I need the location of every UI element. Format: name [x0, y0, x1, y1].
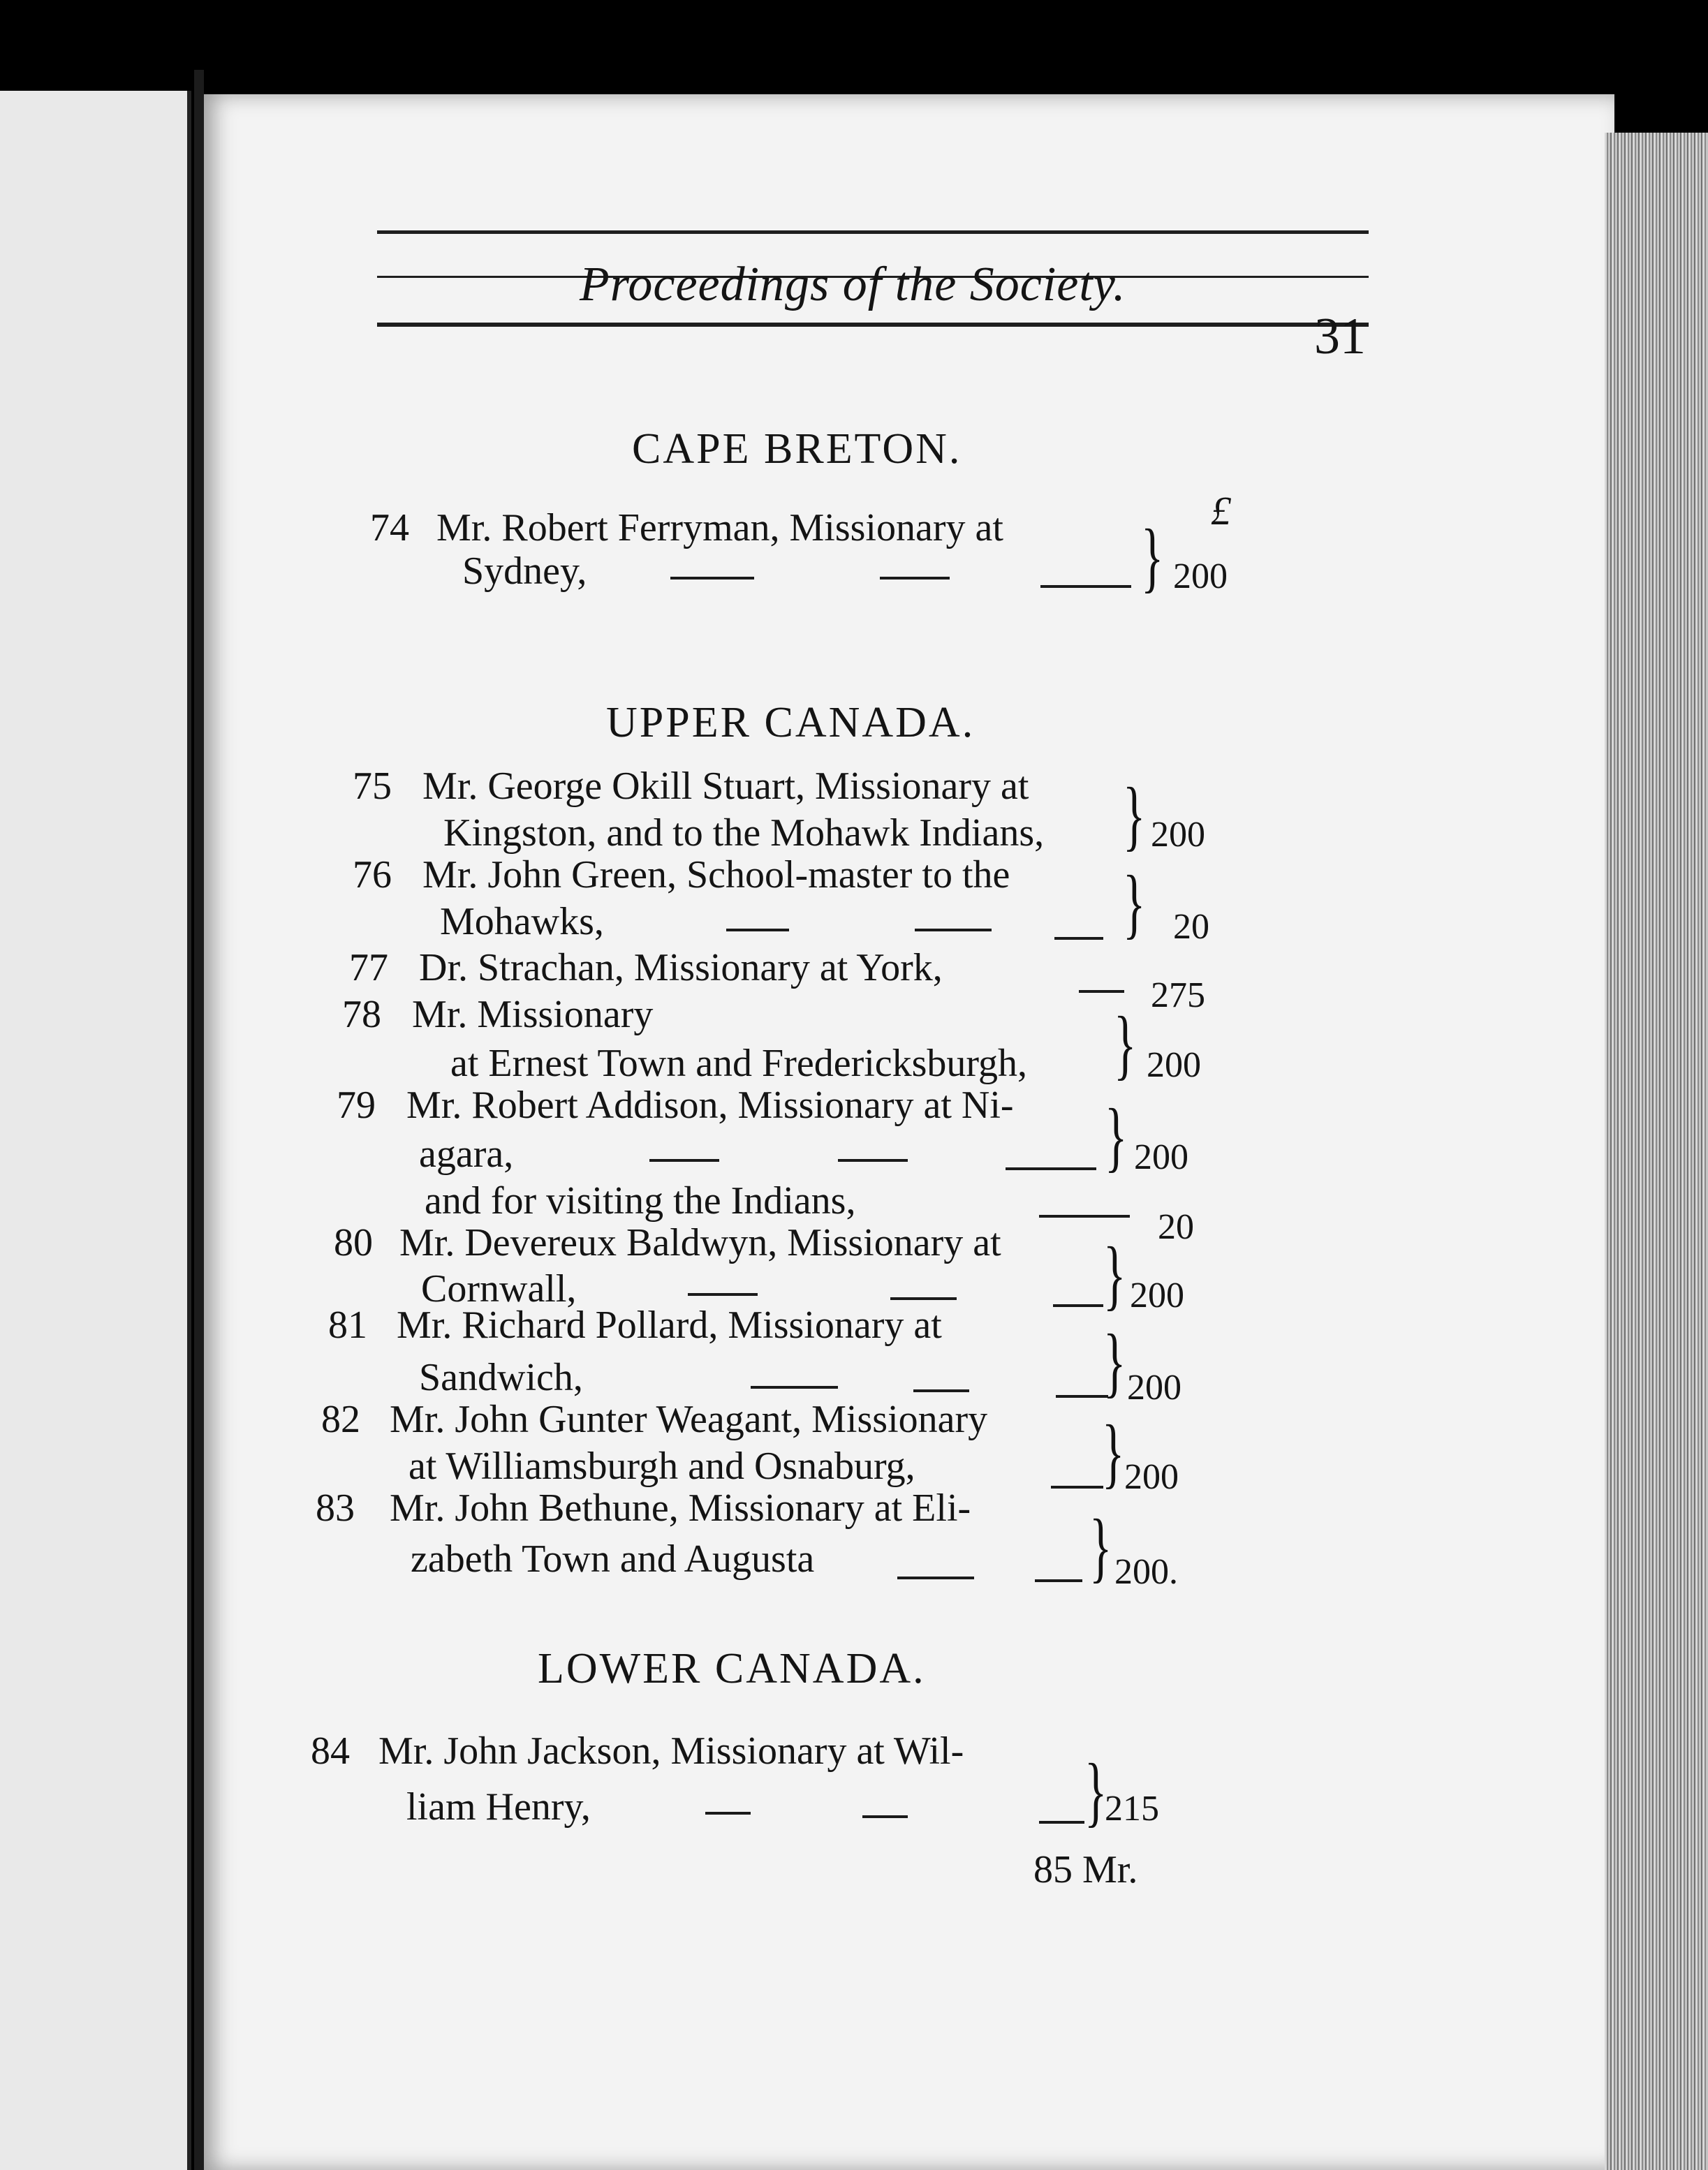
entry-line: Mr. George Okill Stuart, Missionary at: [422, 765, 1029, 808]
brace: }: [1084, 1748, 1107, 1835]
entry-amount: 200: [1151, 815, 1205, 855]
currency-symbol: £: [1211, 488, 1231, 533]
entry-number: 76: [353, 853, 392, 896]
entry-line: Mr. John Green, School-master to the: [422, 853, 1010, 896]
entry-line: Mr. Missionary: [412, 993, 654, 1036]
entry-line: Mr. John Bethune, Missionary at Eli-: [390, 1486, 971, 1530]
entry-line: Mr. Richard Pollard, Missionary at: [397, 1304, 942, 1347]
entry-number: 77: [349, 946, 388, 989]
page-number: 31: [1314, 308, 1366, 365]
leader-dash: [1056, 1395, 1108, 1398]
entry-amount: 200: [1173, 556, 1228, 596]
entry-line: Kingston, and to the Mohawk Indians,: [443, 811, 1045, 855]
entry-amount: 200.: [1114, 1552, 1178, 1592]
page-edges: [1605, 133, 1708, 2170]
entry-amount: 200: [1134, 1137, 1188, 1177]
leader-dash: [890, 1297, 957, 1300]
leader-dash: [726, 929, 789, 931]
leader-dash: [862, 1815, 908, 1818]
brace: }: [1141, 514, 1164, 600]
entry-number: 83: [316, 1486, 355, 1530]
entry-line: Mr. John Gunter Weagant, Missionary: [390, 1398, 988, 1441]
section-heading-upper-canada: UPPER CANADA.: [606, 699, 976, 746]
entry-amount: 200: [1127, 1368, 1181, 1408]
entry-amount: 200: [1124, 1457, 1179, 1497]
brace: }: [1114, 1001, 1137, 1088]
brace: }: [1103, 1319, 1126, 1405]
entry-line: at Williamsburgh and Osnaburg,: [408, 1445, 915, 1488]
entry-number: 80: [334, 1221, 373, 1264]
brace: }: [1102, 1410, 1125, 1496]
section-heading-cape-breton: CAPE BRETON.: [632, 425, 962, 473]
entry-line: Mr. Robert Ferryman, Missionary at: [436, 506, 1003, 549]
leader-dash: [915, 929, 992, 931]
brace: }: [1105, 1093, 1128, 1180]
leader-dash: [688, 1293, 758, 1296]
leader-dash: [913, 1389, 969, 1392]
leader-dash: [1051, 1486, 1103, 1489]
facing-page: [0, 91, 191, 2170]
entry-number: 74: [370, 506, 409, 549]
leader-dash: [1006, 1167, 1096, 1170]
leader-dash: [880, 577, 950, 580]
leader-dash: [649, 1159, 719, 1162]
entry-line: at Ernest Town and Fredericksburgh,: [450, 1042, 1028, 1085]
entry-amount: 20: [1173, 907, 1209, 947]
entry-line: Sandwich,: [419, 1356, 583, 1399]
entry-number: 82: [321, 1398, 360, 1441]
leader-dash: [1040, 585, 1131, 588]
leader-dash: [897, 1577, 974, 1579]
leader-dash: [1079, 990, 1124, 993]
entry-line: Mr. John Jackson, Missionary at Wil-: [378, 1729, 964, 1773]
leader-dash: [751, 1386, 838, 1389]
entry-line: Mr. Robert Addison, Missionary at Ni-: [406, 1084, 1014, 1127]
entry-line: zabeth Town and Augusta: [411, 1537, 815, 1581]
entry-amount: 200: [1147, 1045, 1201, 1085]
leader-dash: [705, 1812, 751, 1815]
entry-line: Dr. Strachan, Missionary at York,: [419, 946, 943, 989]
entry-line: liam Henry,: [406, 1785, 591, 1829]
entry-amount: 275: [1151, 975, 1205, 1015]
entry-number: 81: [328, 1304, 367, 1347]
leader-dash: [1035, 1579, 1082, 1582]
entry-line: Mr. Devereux Baldwyn, Missionary at: [399, 1221, 1001, 1264]
entry-line: Sydney,: [462, 549, 587, 593]
brace: }: [1123, 860, 1146, 947]
entry-amount: 200: [1130, 1276, 1184, 1315]
book-page: [204, 94, 1614, 2170]
entry-line: Mohawks,: [440, 900, 604, 943]
entry-amount: 20: [1158, 1207, 1194, 1247]
running-head: Proceedings of the Society.: [580, 258, 1126, 311]
header-rule-bottom: [377, 323, 1369, 327]
leader-dash: [1039, 1821, 1084, 1824]
catchword: 85 Mr.: [1033, 1848, 1138, 1891]
entry-number: 79: [337, 1084, 376, 1127]
book-gutter: [194, 70, 204, 2170]
entry-line: agara,: [419, 1132, 514, 1176]
brace: }: [1089, 1504, 1112, 1590]
brace: }: [1123, 772, 1146, 859]
brace: }: [1103, 1232, 1126, 1318]
entry-amount: 215: [1105, 1789, 1159, 1829]
entry-number: 84: [311, 1729, 350, 1773]
leader-dash: [670, 577, 754, 580]
leader-dash: [1053, 1304, 1103, 1307]
leader-dash: [838, 1159, 908, 1162]
entry-number: 78: [342, 993, 381, 1036]
entry-number: 75: [353, 765, 392, 808]
section-heading-lower-canada: LOWER CANADA.: [538, 1645, 926, 1692]
entry-line: Cornwall,: [421, 1267, 577, 1311]
entry-line: and for visiting the Indians,: [425, 1179, 856, 1223]
leader-dash: [1054, 937, 1103, 940]
header-rule-top: [377, 230, 1369, 234]
leader-dash: [1039, 1215, 1130, 1218]
